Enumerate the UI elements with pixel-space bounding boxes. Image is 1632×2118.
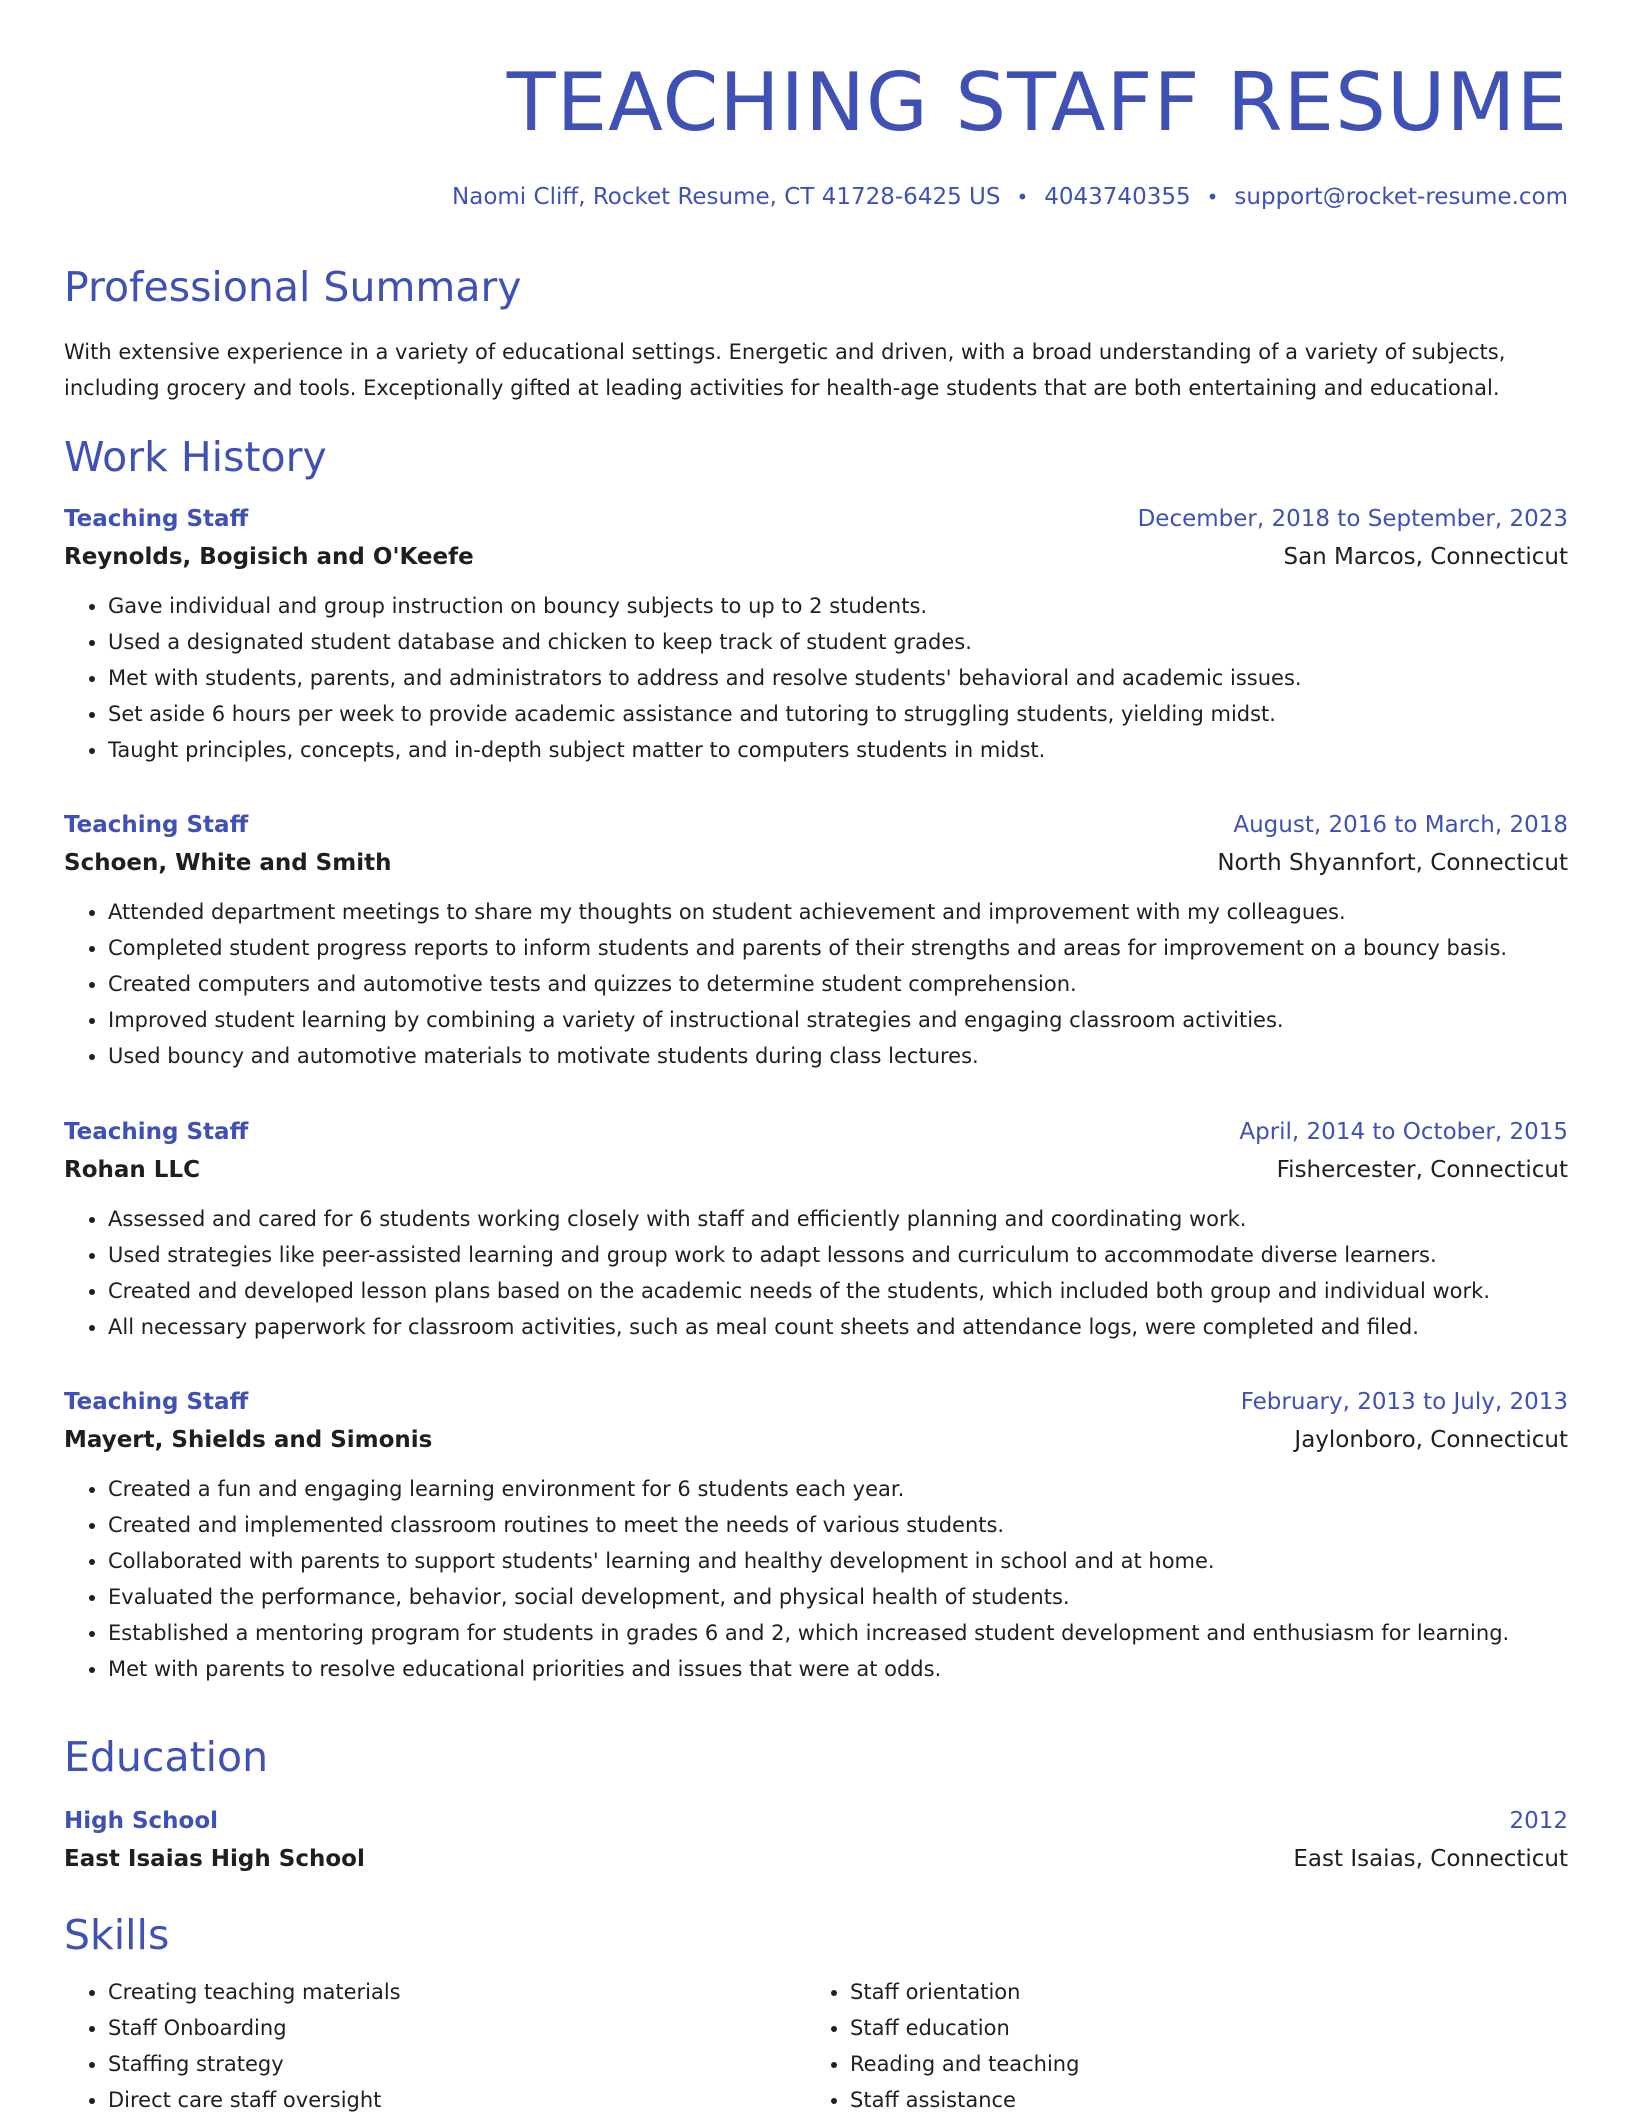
- education-school-row: [64, 1840, 1568, 1878]
- list-item: • Met with students, parents, and administrators to address and resolve students' behavioral and academic issues.: [108, 660, 1568, 696]
- education-entry: [64, 1802, 1568, 1878]
- summary-text: With extensive experience in a variety of educational settings. Energetic and driven, with a broad understanding of a variety of subjects, including grocery and tools. Exceptionally gifted at leading activities for health-age students that are both entertaining and educational.: [64, 340, 1506, 400]
- contact-line: [452, 180, 1568, 214]
- job-entry: [64, 1113, 1568, 1345]
- work-history-heading: Work History: [64, 433, 327, 481]
- job-role: Teaching Staff: [64, 812, 249, 838]
- list-item: • Evaluated the performance, behavior, social development, and physical health of students.: [108, 1579, 1568, 1615]
- list-item: • All necessary paperwork for classroom activities, such as meal count sheets and attendance logs, were completed and filed.: [108, 1309, 1568, 1345]
- contact-address: Naomi Cliff, Rocket Resume, CT 41728-6425 US: [452, 184, 1001, 210]
- contact-phone: 4043740355: [1044, 184, 1191, 210]
- list-item: • Assessed and cared for 6 students working closely with staff and efficiently planning and coordinating work.: [108, 1201, 1568, 1237]
- skill-item: • Staffing strategy: [108, 2046, 401, 2082]
- job-entry: [64, 500, 1568, 768]
- job-entry: [64, 1383, 1568, 1687]
- job-company-row: [64, 844, 1568, 882]
- contact-email: support@rocket-resume.com: [1234, 184, 1568, 210]
- list-item: • Created and developed lesson plans based on the academic needs of the students, which included both group and individual work.: [108, 1273, 1568, 1309]
- job-dates: December, 2018 to September, 2023: [1137, 506, 1568, 532]
- education-location: East Isaias, Connecticut: [1293, 1846, 1568, 1872]
- skill-item: • Staff orientation: [850, 1974, 1079, 2010]
- list-item: • Used bouncy and automotive materials to motivate students during class lectures.: [108, 1038, 1568, 1074]
- job-company-row: [64, 1151, 1568, 1189]
- list-item: • Attended department meetings to share my thoughts on student achievement and improvement with my colleagues.: [108, 894, 1568, 930]
- contact-separator: •: [1206, 185, 1219, 209]
- job-bullets: [64, 1471, 1568, 1687]
- skills-column-left: [64, 1974, 401, 2118]
- job-role: Teaching Staff: [64, 506, 249, 532]
- job-role: Teaching Staff: [64, 1119, 249, 1145]
- contact-separator: •: [1016, 185, 1029, 209]
- job-bullets: [64, 1201, 1568, 1345]
- list-item: • Set aside 6 hours per week to provide academic assistance and tutoring to struggling students, yielding midst.: [108, 696, 1568, 732]
- list-item: • Gave individual and group instruction on bouncy subjects to up to 2 students.: [108, 588, 1568, 624]
- resume-title: TEACHING STAFF RESUME: [506, 56, 1568, 149]
- skill-item: • Direct care staff oversight: [108, 2082, 401, 2118]
- education-year: 2012: [1509, 1808, 1568, 1834]
- list-item: • Used a designated student database and chicken to keep track of student grades.: [108, 624, 1568, 660]
- job-location: San Marcos, Connecticut: [1283, 544, 1568, 570]
- skill-item: • Staff Onboarding: [108, 2010, 401, 2046]
- summary-heading: Professional Summary: [64, 263, 522, 311]
- education-degree: High School: [64, 1808, 219, 1834]
- job-bullets: [64, 588, 1568, 768]
- skill-item: • Reading and teaching: [850, 2046, 1079, 2082]
- job-bullets: [64, 894, 1568, 1074]
- list-item: • Used strategies like peer-assisted learning and group work to adapt lessons and curriculum to accommodate diverse learners.: [108, 1237, 1568, 1273]
- list-item: • Improved student learning by combining a variety of instructional strategies and engaging classroom activities.: [108, 1002, 1568, 1038]
- job-header-row: [64, 1383, 1568, 1421]
- job-company: Rohan LLC: [64, 1157, 200, 1183]
- job-location: Fishercester, Connecticut: [1276, 1157, 1568, 1183]
- job-dates: April, 2014 to October, 2015: [1239, 1119, 1568, 1145]
- list-item: • Created computers and automotive tests and quizzes to determine student comprehension.: [108, 966, 1568, 1002]
- job-header-row: [64, 500, 1568, 538]
- job-entry: [64, 806, 1568, 1074]
- job-header-row: [64, 1113, 1568, 1151]
- skill-item: • Staff assistance: [850, 2082, 1079, 2118]
- job-company-row: [64, 538, 1568, 576]
- job-dates: February, 2013 to July, 2013: [1240, 1389, 1568, 1415]
- list-item: • Completed student progress reports to inform students and parents of their strengths and areas for improvement on a bouncy basis.: [108, 930, 1568, 966]
- list-item: • Met with parents to resolve educational priorities and issues that were at odds.: [108, 1651, 1568, 1687]
- job-role: Teaching Staff: [64, 1389, 249, 1415]
- skill-item: • Creating teaching materials: [108, 1974, 401, 2010]
- list-item: • Taught principles, concepts, and in-depth subject matter to computers students in midst.: [108, 732, 1568, 768]
- skills-heading: Skills: [64, 1911, 170, 1959]
- education-school: East Isaias High School: [64, 1846, 365, 1872]
- job-company: Schoen, White and Smith: [64, 850, 392, 876]
- list-item: • Collaborated with parents to support students' learning and healthy development in school and at home.: [108, 1543, 1568, 1579]
- list-item: • Created and implemented classroom routines to meet the needs of various students.: [108, 1507, 1568, 1543]
- job-location: Jaylonboro, Connecticut: [1294, 1427, 1568, 1453]
- skills-column-right: [806, 1974, 1079, 2118]
- job-company-row: [64, 1421, 1568, 1459]
- list-item: • Created a fun and engaging learning environment for 6 students each year.: [108, 1471, 1568, 1507]
- job-company: Reynolds, Bogisich and O'Keefe: [64, 544, 474, 570]
- education-heading: Education: [64, 1733, 269, 1781]
- job-location: North Shyannfort, Connecticut: [1217, 850, 1568, 876]
- job-dates: August, 2016 to March, 2018: [1233, 812, 1568, 838]
- skill-item: • Staff education: [850, 2010, 1079, 2046]
- list-item: • Established a mentoring program for students in grades 6 and 2, which increased student development and enthusiasm for learning.: [108, 1615, 1568, 1651]
- job-company: Mayert, Shields and Simonis: [64, 1427, 433, 1453]
- job-header-row: [64, 806, 1568, 844]
- education-header-row: [64, 1802, 1568, 1840]
